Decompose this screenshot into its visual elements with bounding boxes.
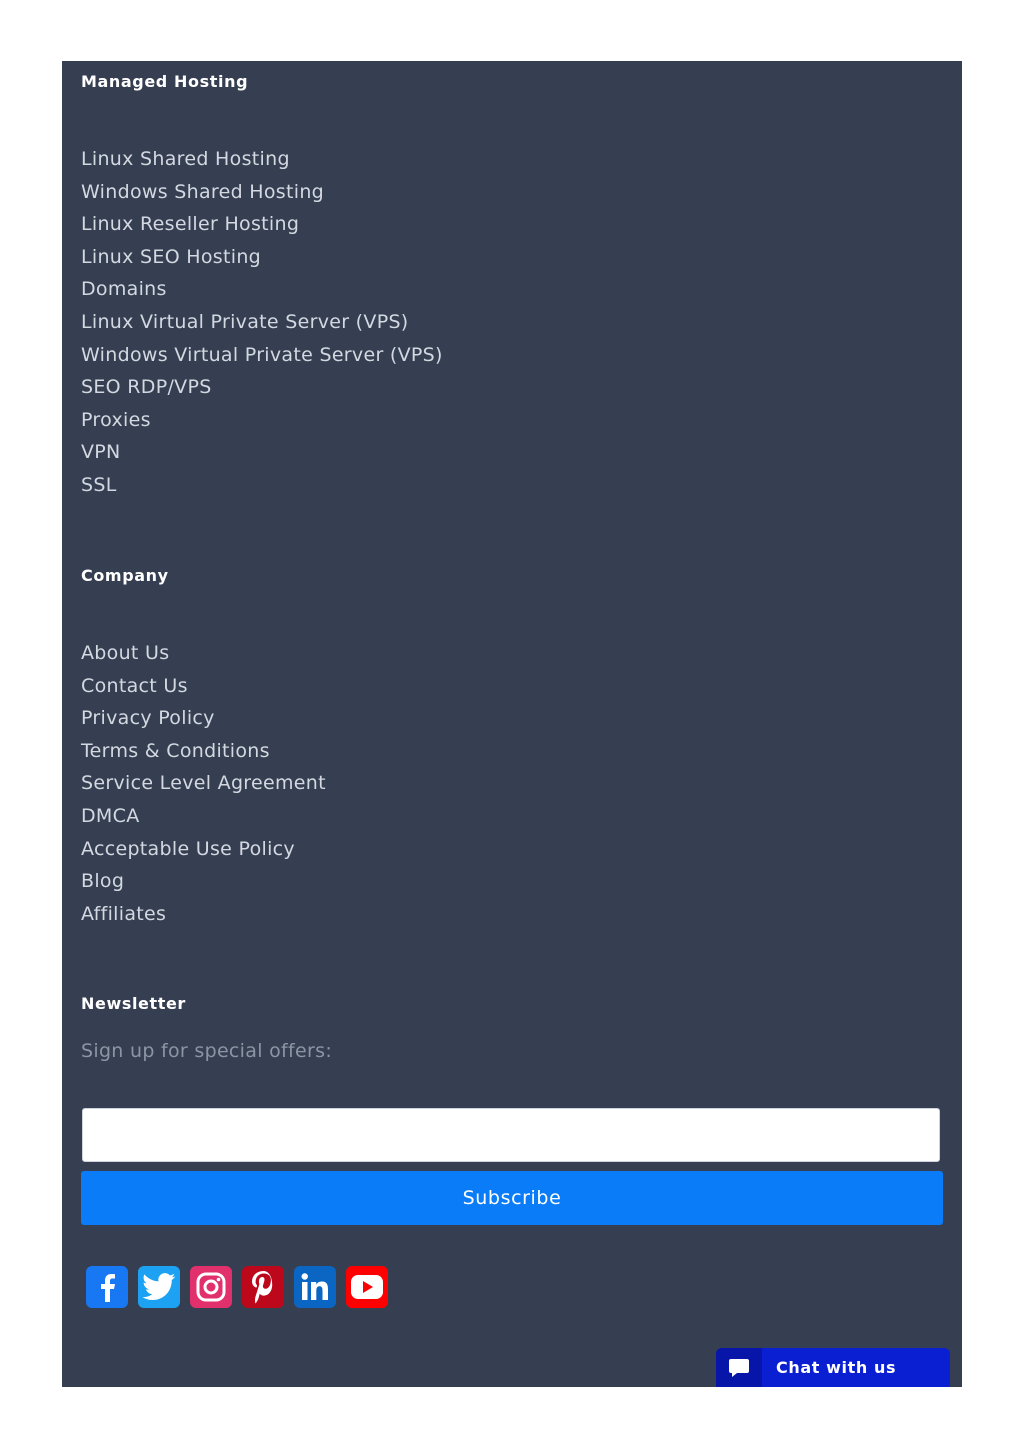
link-contact-us[interactable]: Contact Us <box>81 674 188 697</box>
subscribe-button[interactable]: Subscribe <box>81 1171 943 1225</box>
list-item <box>81 767 326 800</box>
managed-hosting-links <box>81 143 443 502</box>
list-item <box>81 273 443 306</box>
list-item <box>81 436 443 469</box>
link-windows-shared-hosting[interactable]: Windows Shared Hosting <box>81 180 325 203</box>
link-affiliates[interactable]: Affiliates <box>81 902 167 925</box>
link-seo-rdp-vps[interactable]: SEO RDP/VPS <box>81 376 212 399</box>
list-item <box>81 143 443 176</box>
link-linux-seo-hosting[interactable]: Linux SEO Hosting <box>81 245 262 268</box>
link-privacy-policy[interactable]: Privacy Policy <box>81 707 215 730</box>
link-linux-reseller-hosting[interactable]: Linux Reseller Hosting <box>81 213 300 236</box>
link-about-us[interactable]: About Us <box>81 642 170 664</box>
footer-panel <box>62 61 962 1387</box>
company-links <box>81 637 326 930</box>
link-acceptable-use-policy[interactable]: Acceptable Use Policy <box>81 837 295 860</box>
newsletter-heading: Newsletter <box>81 994 186 1013</box>
chat-widget-button[interactable] <box>716 1348 950 1387</box>
chat-label: Chat with us <box>776 1358 897 1377</box>
link-proxies[interactable]: Proxies <box>81 408 151 431</box>
link-ssl[interactable]: SSL <box>81 473 117 496</box>
list-item <box>81 241 443 274</box>
list-item <box>81 637 326 670</box>
link-linux-shared-hosting[interactable]: Linux Shared Hosting <box>81 148 290 170</box>
list-item <box>81 800 326 833</box>
list-item <box>81 404 443 437</box>
list-item <box>81 176 443 209</box>
managed-hosting-heading: Managed Hosting <box>81 72 249 91</box>
link-domains[interactable]: Domains <box>81 278 167 301</box>
linkedin-icon[interactable] <box>294 1266 336 1308</box>
link-blog[interactable]: Blog <box>81 870 125 893</box>
list-item <box>81 735 326 768</box>
list-item <box>81 898 326 931</box>
social-links <box>86 1266 388 1308</box>
list-item <box>81 339 443 372</box>
link-dmca[interactable]: DMCA <box>81 804 140 827</box>
twitter-icon[interactable] <box>138 1266 180 1308</box>
link-service-level-agreement[interactable]: Service Level Agreement <box>81 772 326 795</box>
newsletter-email-input[interactable] <box>82 1108 940 1162</box>
list-item <box>81 306 443 339</box>
pinterest-icon[interactable] <box>242 1266 284 1308</box>
list-item <box>81 865 326 898</box>
facebook-icon[interactable] <box>86 1266 128 1308</box>
instagram-icon[interactable] <box>190 1266 232 1308</box>
link-windows-vps[interactable]: Windows Virtual Private Server (VPS) <box>81 343 443 366</box>
link-linux-vps[interactable]: Linux Virtual Private Server (VPS) <box>81 310 409 333</box>
list-item <box>81 208 443 241</box>
link-vpn[interactable]: VPN <box>81 441 121 464</box>
list-item <box>81 833 326 866</box>
chat-bubble-icon <box>716 1348 762 1387</box>
newsletter-signup-text: Sign up for special offers: <box>81 1040 333 1062</box>
list-item <box>81 469 443 502</box>
link-terms-conditions[interactable]: Terms & Conditions <box>81 739 270 762</box>
list-item <box>81 670 326 703</box>
youtube-icon[interactable] <box>346 1266 388 1308</box>
company-heading: Company <box>81 566 169 585</box>
list-item <box>81 371 443 404</box>
list-item <box>81 702 326 735</box>
